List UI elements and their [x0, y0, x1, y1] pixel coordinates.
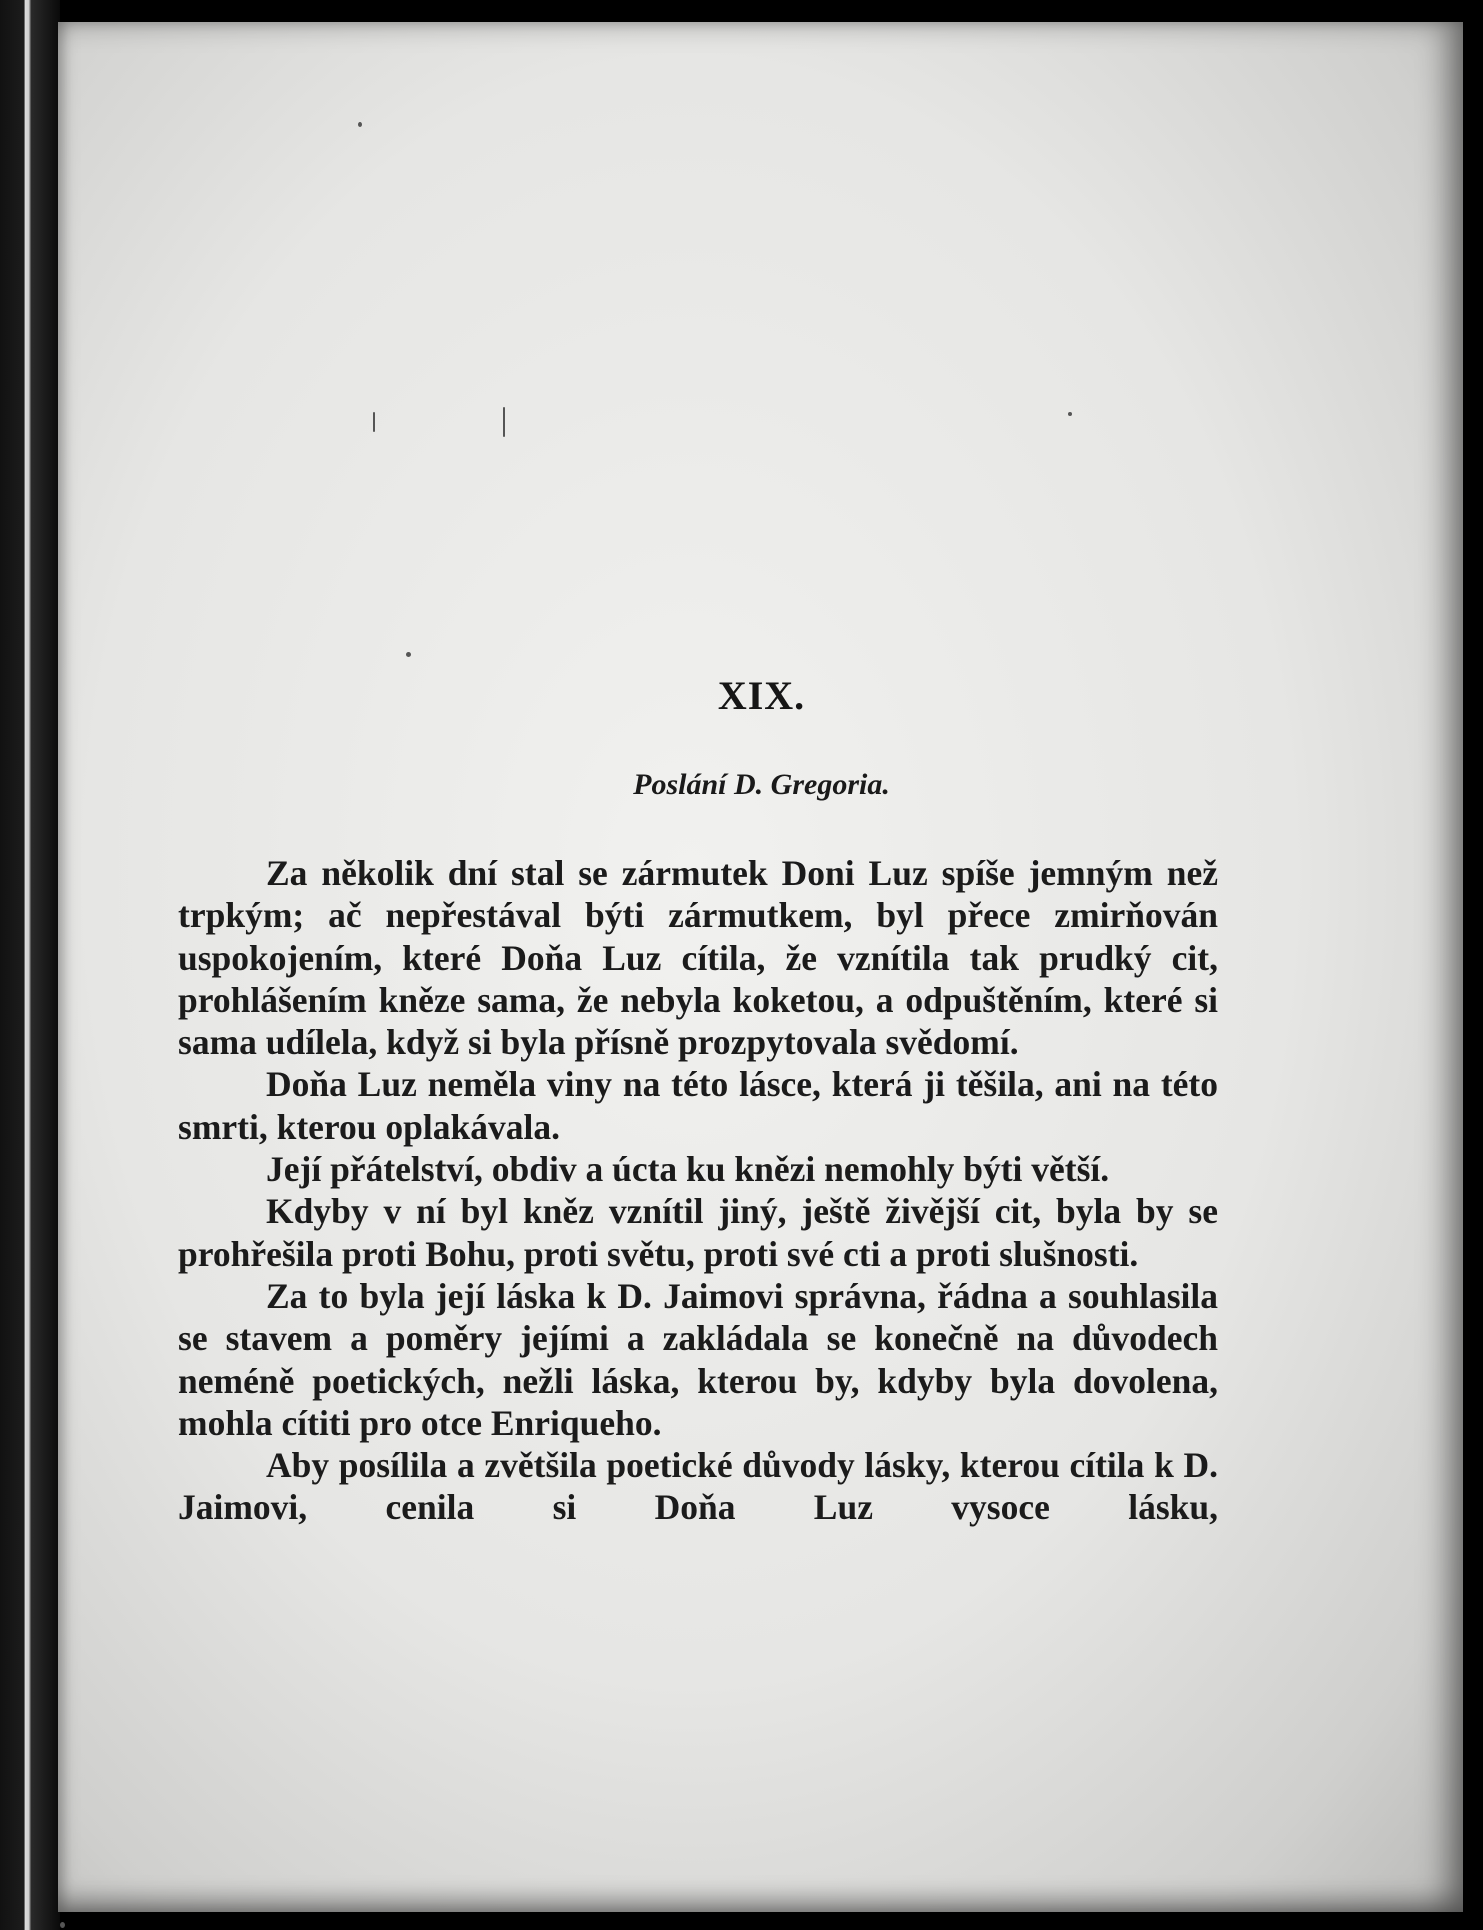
paragraph: Její přátelství, obdiv a úcta ku knězi nemohly býti větší.: [266, 1149, 1110, 1190]
paragraph: Za to byla její láska k D. Jaimovi správna, řádna a souhlasila se stavem a poměry jejími a zakládala se konečně na důvodech neméně poetických, nežli láska, kterou by, kdyby byla dovolena, mohla cítiti pro otce Enriqueho.: [178, 1275, 1218, 1443]
dust-speck: [373, 412, 375, 432]
dust-speck: [60, 1922, 65, 1928]
dust-speck: [503, 407, 505, 437]
dust-speck: [358, 122, 362, 127]
chapter-body: [178, 852, 1218, 1529]
dust-speck: [406, 652, 411, 657]
paragraph: Aby posílila a zvětšila poetické důvody lásky, kterou cítila k D. Jaimovi, cenila si Doňa Luz vysoce lásku,: [178, 1445, 1218, 1528]
dust-speck: [1068, 412, 1072, 416]
paragraph: Doňa Luz neměla viny na této lásce, která ji těšila, ani na této smrti, kterou oplakávala.: [178, 1064, 1218, 1147]
paragraph: Za několik dní stal se zármutek Doni Luz spíše jemným než trpkým; ač nepřestával býti zármutkem, byl přece zmirňován uspokojením, které Doňa Luz cítila, že vznítila tak prudký cit, prohlášením kněze sama, že nebyla koketou, a odpuštěním, které si sama udílela, když si byla přísně prozpytovala svědomí.: [178, 853, 1218, 1063]
paragraph: Kdyby v ní byl kněz vznítil jiný, ještě živější cit, byla by se prohřešila proti Bohu, proti světu, proti své cti a proti slušnosti.: [178, 1191, 1218, 1274]
book-gutter-edge: [0, 0, 60, 1930]
chapter-title: Poslání D. Gregoria.: [633, 768, 890, 801]
chapter-number: XIX.: [717, 673, 806, 718]
